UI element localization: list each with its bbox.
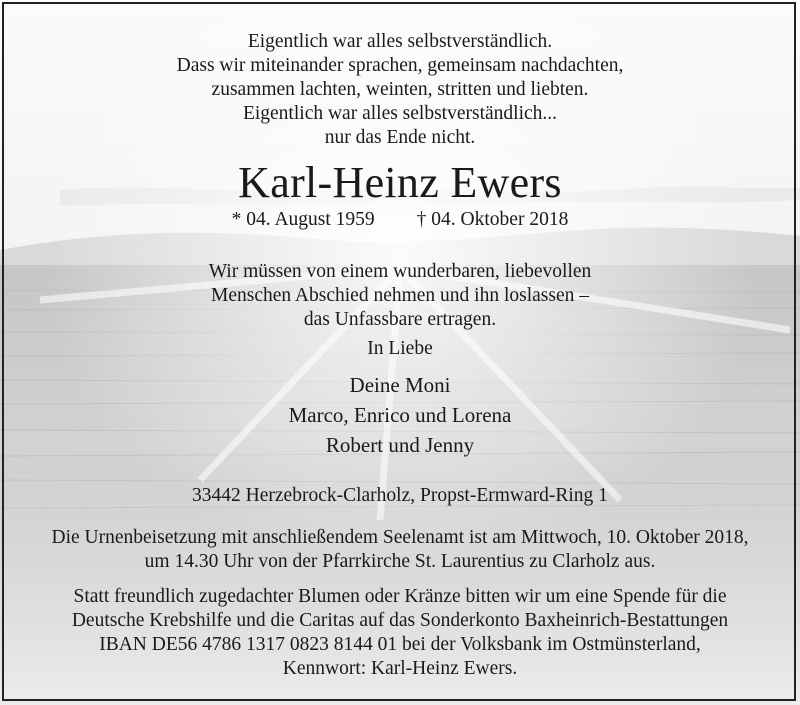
- poem-line: Eigentlich war alles selbstverständlich...: [242, 103, 558, 124]
- message-line: Wir müssen von einem wunderbaren, liebevollen: [208, 261, 592, 282]
- donation-line: Kennwort: Karl-Heinz Ewers.: [282, 658, 518, 679]
- birth-date: * 04. August 1959: [231, 209, 375, 230]
- family-address: 33442 Herzebrock-Clarholz, Propst-Ermward-Ring 1: [192, 485, 608, 506]
- burial-service-info: [0, 526, 800, 574]
- poem-line: zusammen lachten, weinten, stritten und liebten.: [211, 79, 589, 100]
- message-line: Menschen Abschied nehmen und ihn loslassen –: [210, 285, 590, 306]
- donation-line: Statt freundlich zugedachter Blumen oder Kränze bitten wir um eine Spende für die: [73, 586, 727, 607]
- poem-line: nur das Ende nicht.: [324, 127, 476, 148]
- service-line: um 14.30 Uhr von der Pfarrkirche St. Laurentius zu Clarholz aus.: [144, 551, 656, 572]
- service-line: Die Urnenbeisetzung mit anschließendem Seelenamt ist am Mittwoch, 10. Oktober 2018,: [51, 527, 749, 548]
- family-member: Robert und Jenny: [325, 433, 475, 457]
- donation-request: [0, 585, 800, 681]
- family-member: Marco, Enrico und Lorena: [288, 403, 512, 427]
- message-line: das Unfassbare ertragen.: [303, 309, 497, 330]
- life-dates: [0, 208, 800, 232]
- family-signatories: [0, 370, 800, 460]
- poem-line: Dass wir miteinander sprachen, gemeinsam nachdachten,: [176, 55, 624, 76]
- donation-line: Deutsche Krebshilfe und die Caritas auf das Sonderkonto Baxheinrich-Bestattungen: [71, 610, 729, 631]
- family-member: Deine Moni: [349, 373, 451, 397]
- poem-line: Eigentlich war alles selbstverständlich.: [247, 31, 553, 52]
- deceased-name: Karl-Heinz Ewers: [238, 158, 562, 207]
- poem: [0, 30, 800, 150]
- farewell-message: [0, 260, 800, 332]
- death-date: † 04. Oktober 2018: [416, 209, 569, 230]
- donation-line: IBAN DE56 4786 1317 0823 8144 01 bei der Volksbank im Ostmünsterland,: [99, 634, 701, 655]
- closing-phrase: In Liebe: [367, 338, 433, 359]
